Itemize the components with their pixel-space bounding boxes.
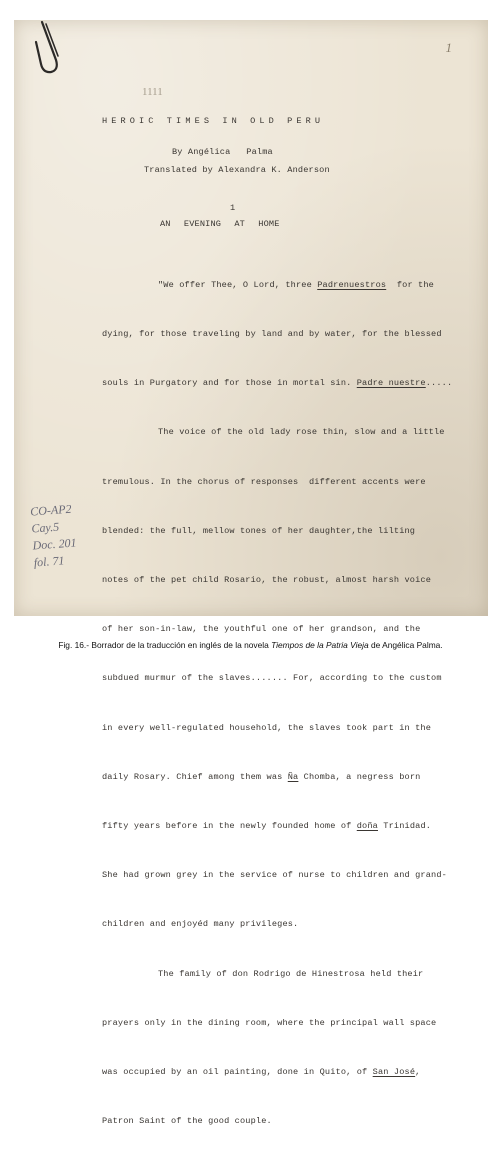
text-line: fifty years before in the newly founded home of doña Trinidad.	[102, 821, 432, 832]
text-line: Patron Saint of the good couple.	[102, 1116, 272, 1127]
text-line: The voice of the old lady rose thin, slow and a little	[158, 427, 445, 438]
text-line: subdued murmur of the slaves....... For, according to the custom	[102, 673, 442, 684]
body-text	[102, 244, 482, 1162]
handwritten-archive-note	[30, 501, 79, 572]
chapter-title: AN EVENING AT HOME	[160, 219, 280, 229]
chapter-number: 1	[230, 203, 236, 213]
text-line: blended: the full, mellow tones of her daughter,the lilting	[102, 525, 416, 536]
page-number: 1	[445, 40, 452, 55]
archive-line: fol. 71	[33, 553, 65, 570]
text-line: of her son-in-law, the youthful one of her grandson, and the	[102, 624, 421, 635]
figure-caption: Fig. 16.- Borrador de la traducción en inglés de la novela Tiempos de la Patria Vieja de Angélica Palma.	[58, 640, 443, 650]
text-line: children and enjoyéd many privileges.	[102, 919, 299, 930]
pencil-note: 1111	[142, 86, 163, 98]
text-line: prayers only in the dining room, where the principal wall space	[102, 1017, 437, 1028]
text-line: daily Rosary. Chief among them was Ña Chomba, a negress born	[102, 771, 421, 782]
document-title: HEROIC TIMES IN OLD PERU	[102, 116, 325, 126]
paper-clip-icon	[34, 20, 64, 75]
archive-line: CO-AP2	[29, 501, 72, 519]
text-line: tremulous. In the chorus of responses different accents were	[102, 476, 426, 487]
byline: By Angélica Palma	[172, 147, 273, 157]
novel-title: Tiempos de la Patria Vieja	[271, 640, 369, 650]
text-line: She had grown grey in the service of nurse to children and grand-	[102, 870, 447, 881]
text-line: was occupied by an oil painting, done in Quito, of San José,	[102, 1067, 421, 1078]
text-line: "We offer Thee, O Lord, three Padrenuestros for the	[158, 279, 434, 290]
text-line: dying, for those traveling by land and by water, for the blessed	[102, 329, 442, 340]
archive-line: Cay.5	[30, 519, 60, 536]
text-line: in every well-regulated household, the slaves took part in the	[102, 722, 432, 733]
archive-line: Doc. 201	[32, 535, 77, 553]
text-line: The family of don Rodrigo de Hinestrosa held their	[158, 968, 424, 979]
text-line: souls in Purgatory and for those in mortal sin. Padre nuestre.....	[102, 378, 453, 389]
text-line: notes of the pet child Rosario, the robust, almost harsh voice	[102, 575, 432, 586]
translator-line: Translated by Alexandra K. Anderson	[144, 165, 330, 175]
